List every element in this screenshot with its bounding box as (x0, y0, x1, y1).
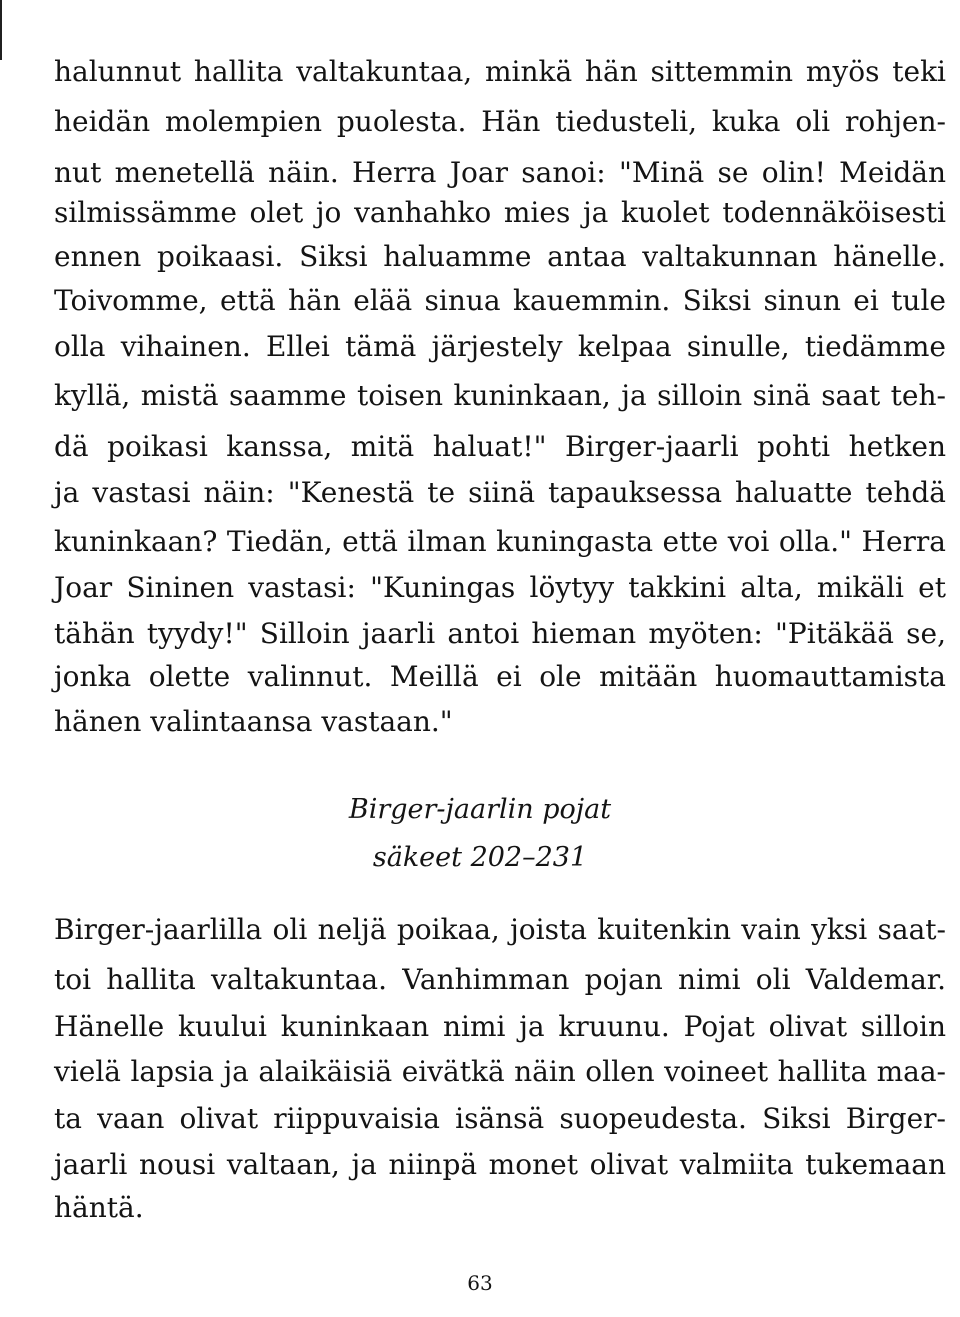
text-line: ja vastasi näin: "Kenestä te siinä tapauksessa haluatte tehdä (54, 476, 946, 509)
text-line: Hänelle kuului kuninkaan nimi ja kruunu. Pojat olivat silloin (54, 1010, 946, 1043)
text-line: vielä lapsia ja alaikäisiä eivätkä näin ollen voineet hallita maa- (54, 1055, 946, 1088)
text-line: Joar Sininen vastasi: "Kuningas löytyy takkini alta, mikäli et (54, 571, 946, 604)
section-title: Birger-jaarlin pojat (348, 794, 612, 825)
text-line: häntä. (54, 1191, 144, 1224)
text-line: Toivomme, että hän elää sinua kauemmin. Siksi sinun ei tule (54, 284, 946, 317)
text-line: hänen valintaansa vastaan." (54, 705, 453, 738)
text-line: kyllä, mistä saamme toisen kuninkaan, ja silloin sinä saat teh- (54, 379, 946, 412)
text-line: Birger-jaarlilla oli neljä poikaa, joista kuitenkin vain yksi saat- (54, 913, 946, 946)
text-line: ennen poikaasi. Siksi haluamme antaa valtakunnan hänelle. (54, 240, 946, 273)
text-line: silmissämme olet jo vanhahko mies ja kuolet todennäköisesti (54, 196, 946, 229)
section-verses: säkeet 202–231 (372, 842, 588, 873)
text-line: jonka olette valinnut. Meillä ei ole mitään huomauttamista (54, 660, 946, 693)
text-line: nut menetellä näin. Herra Joar sanoi: "Minä se olin! Meidän (54, 156, 946, 189)
text-line: tähän tyydy!" Silloin jaarli antoi hieman myöten: "Pitäkää se, (54, 617, 946, 650)
page-number: 63 (467, 1271, 493, 1295)
text-line: toi hallita valtakuntaa. Vanhimman pojan nimi oli Valdemar. (54, 963, 946, 996)
text-line: olla vihainen. Ellei tämä järjestely kelpaa sinulle, tiedämme (54, 330, 946, 363)
scan-edge-mark (0, 0, 2, 60)
text-line: heidän molempien puolesta. Hän tiedusteli, kuka oli rohjen- (54, 105, 946, 138)
text-line: kuninkaan? Tiedän, että ilman kuningasta ette voi olla." Herra (54, 525, 946, 558)
text-line: ta vaan olivat riippuvaisia isänsä suopeudesta. Siksi Birger- (54, 1102, 946, 1135)
text-line: jaarli nousi valtaan, ja niinpä monet olivat valmiita tukemaan (54, 1148, 946, 1181)
text-line: halunnut hallita valtakuntaa, minkä hän sittemmin myös teki (54, 55, 946, 88)
text-line: dä poikasi kanssa, mitä haluat!" Birger-jaarli pohti hetken (54, 430, 946, 463)
